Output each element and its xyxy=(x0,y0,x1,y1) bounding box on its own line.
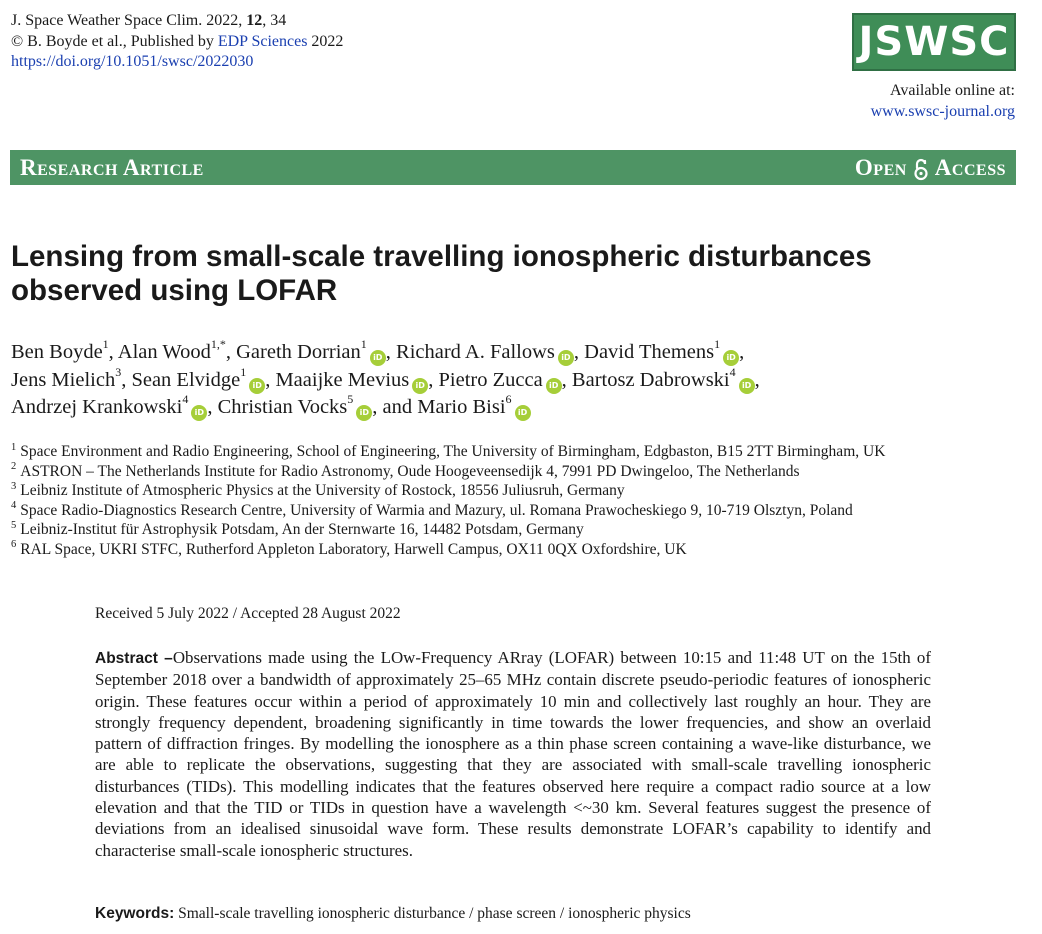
author-name[interactable]: Alan Wood xyxy=(117,341,211,363)
author-separator: , xyxy=(739,341,745,363)
orcid-icon[interactable]: iD xyxy=(191,405,207,421)
author-name[interactable]: Pietro Zucca xyxy=(438,368,543,391)
open-access-lock-icon xyxy=(913,157,929,181)
affiliation-number: 4 xyxy=(11,500,17,512)
affiliation-text: ASTRON – The Netherlands Institute for Radio Astronomy, Oude Hoogeveensedijk 4, 7991 PD Dwingeloo, The Netherlands xyxy=(20,462,800,480)
author-affiliation-mark: 1 xyxy=(240,364,247,379)
author-separator: , and xyxy=(372,396,418,418)
affiliation-number: 2 xyxy=(11,461,17,473)
author-name[interactable]: Maaijke Mevius xyxy=(275,368,410,391)
author-separator: , xyxy=(561,368,572,391)
keywords xyxy=(95,905,691,923)
received-accepted-dates: Received 5 July 2022 / Accepted 28 August 2022 xyxy=(95,605,401,622)
author-separator: , xyxy=(265,368,276,391)
open-access-badge xyxy=(855,155,1006,181)
author-name[interactable]: David Themens xyxy=(584,341,715,363)
journal-logo[interactable]: JSWSC xyxy=(852,13,1016,71)
author-entry xyxy=(439,369,572,391)
orcid-icon[interactable]: iD xyxy=(723,350,739,366)
affiliation-item xyxy=(11,442,1026,462)
author-name[interactable]: Sean Elvidge xyxy=(131,368,241,391)
author-separator: , xyxy=(108,341,118,363)
author-affiliation-mark: 3 xyxy=(115,364,122,379)
author-entry xyxy=(584,337,745,363)
availability-info xyxy=(871,81,1015,122)
author-affiliation-mark: 1 xyxy=(360,337,367,352)
affiliation-text: RAL Space, UKRI STFC, Rutherford Appleton Laboratory, Harwell Campus, OX11 0QX Oxfordshire, UK xyxy=(20,540,687,558)
abstract xyxy=(95,647,931,861)
author-entry xyxy=(417,392,530,418)
affiliation-number: 3 xyxy=(11,480,17,492)
orcid-icon[interactable]: iD xyxy=(249,378,265,394)
author-entry xyxy=(11,364,132,391)
author-separator: , xyxy=(207,396,218,418)
journal-website-link[interactable]: www.swsc-journal.org xyxy=(870,102,1015,120)
author-separator: , xyxy=(754,368,760,391)
affiliation-number: 5 xyxy=(11,519,17,531)
article-banner xyxy=(10,150,1016,185)
available-label: Available online at: xyxy=(890,82,1015,99)
author-affiliation-mark: 1,* xyxy=(210,337,226,352)
doi-link[interactable]: https://doi.org/10.1051/swsc/2022030 xyxy=(11,53,254,70)
affiliation-item xyxy=(11,540,1026,560)
keywords-text: Small-scale travelling ionospheric disturbance / phase screen / ionospheric physics xyxy=(178,905,691,922)
author-entry xyxy=(11,392,218,418)
copyright-line: © B. Boyde et al., Published by EDP Sciences 2022 xyxy=(11,32,344,50)
author-entry xyxy=(236,337,397,363)
author-affiliation-mark: 4 xyxy=(729,364,736,379)
affiliation-text: Space Radio-Diagnostics Research Centre, University of Warmia and Mazury, ul. Romana Prawocheskiego 9, 10-719 Olsztyn, Poland xyxy=(20,501,853,519)
author-affiliation-mark: 1 xyxy=(714,337,721,352)
author-entry xyxy=(11,337,118,363)
orcid-icon[interactable]: iD xyxy=(546,378,562,394)
author-entry xyxy=(275,369,438,391)
orcid-icon[interactable]: iD xyxy=(515,405,531,421)
author-name[interactable]: Mario Bisi xyxy=(417,396,506,418)
open-word: Open xyxy=(854,154,907,180)
affiliation-item xyxy=(11,481,1026,501)
author-entry xyxy=(131,364,276,391)
affiliation-text: Leibniz-Institut für Astrophysik Potsdam, An der Sternwarte 16, 14482 Potsdam, Germany xyxy=(20,521,584,538)
orcid-icon[interactable]: iD xyxy=(356,405,372,421)
affiliation-list xyxy=(11,442,1026,559)
article-type: Research Article xyxy=(20,154,204,180)
author-separator: , xyxy=(385,341,397,363)
orcid-icon[interactable]: iD xyxy=(370,350,386,366)
author-affiliation-mark: 4 xyxy=(182,392,189,407)
author-list xyxy=(11,339,1021,422)
affiliation-text: Space Environment and Radio Engineering, School of Engineering, The University of Birmingham, Edgbaston, B15 2TT Birmingham, UK xyxy=(20,443,886,460)
author-name[interactable]: Richard A. Fallows xyxy=(396,341,555,363)
abstract-text: Observations made using the LOw-Frequency ARray (LOFAR) between 10:15 and 11:48 UT on the 15th of September 2018 over a bandwidth of approximately 25–65 MHz contain discrete pseudo-periodic features of ionospheric origin. These features occur within a period of approximately 10 min and collectively last roughly an hour. They are strongly frequency dependent, broadening significantly in time towards the lower frequencies, and show an overlaid pattern of diffraction fringes. By modelling the ionosphere as a thin phase screen containing a wave-like disturbance, we are able to replicate the observations, suggesting that they are associated with small-scale travelling ionospheric disturbances (TIDs). This modelling indicates that the features observed here require a compact radio source at a low elevation and that the TID or TIDs in question have a wavelength <~30 km. Several features suggest the presence of deviations from an idealised sinusoidal wave form. These results demonstrate LOFAR’s capability to identify and characterise small-scale ionospheric structures. xyxy=(95,648,931,860)
author-separator: , xyxy=(225,341,237,363)
abstract-label: Abstract – xyxy=(95,650,173,667)
doi-line xyxy=(11,52,343,73)
author-affiliation-mark: 5 xyxy=(347,392,354,407)
journal-info xyxy=(11,11,343,73)
author-name[interactable]: Ben Boyde xyxy=(11,341,103,363)
orcid-icon[interactable]: iD xyxy=(739,378,755,394)
affiliation-item xyxy=(11,462,1026,482)
author-entry xyxy=(217,392,418,418)
author-entry xyxy=(571,364,760,391)
affiliation-number: 6 xyxy=(11,539,17,551)
volume-number: 12 xyxy=(246,12,263,29)
author-affiliation-mark: 1 xyxy=(102,337,109,352)
author-affiliation-mark: 6 xyxy=(505,392,512,407)
author-separator: , xyxy=(573,341,585,363)
author-separator: , xyxy=(121,368,132,391)
affiliation-item xyxy=(11,501,1026,521)
orcid-icon[interactable]: iD xyxy=(558,350,574,366)
author-name[interactable]: Bartosz Dabrowski xyxy=(571,368,730,391)
author-name[interactable]: Jens Mielich xyxy=(11,368,116,391)
orcid-icon[interactable]: iD xyxy=(412,378,428,394)
author-name[interactable]: Christian Vocks xyxy=(217,396,348,418)
author-name[interactable]: Andrzej Krankowski xyxy=(11,396,183,418)
author-entry xyxy=(396,341,584,363)
author-entry xyxy=(117,337,237,363)
author-separator: , xyxy=(428,368,439,391)
affiliation-text: Leibniz Institute of Atmospheric Physics at the University of Rostock, 18556 Juliusruh, Germany xyxy=(20,482,625,499)
affiliation-number: 1 xyxy=(11,441,17,453)
publisher-link[interactable]: EDP Sciences xyxy=(217,32,308,50)
article-title: Lensing from small-scale travelling ionospheric disturbances observed using LOFAR xyxy=(11,240,872,307)
citation-line: J. Space Weather Space Clim. 2022, 12, 34 xyxy=(11,12,287,29)
access-word: Access xyxy=(934,154,1006,180)
keywords-label: Keywords: xyxy=(95,905,175,922)
affiliation-item xyxy=(11,520,1026,540)
author-name[interactable]: Gareth Dorrian xyxy=(236,341,361,363)
